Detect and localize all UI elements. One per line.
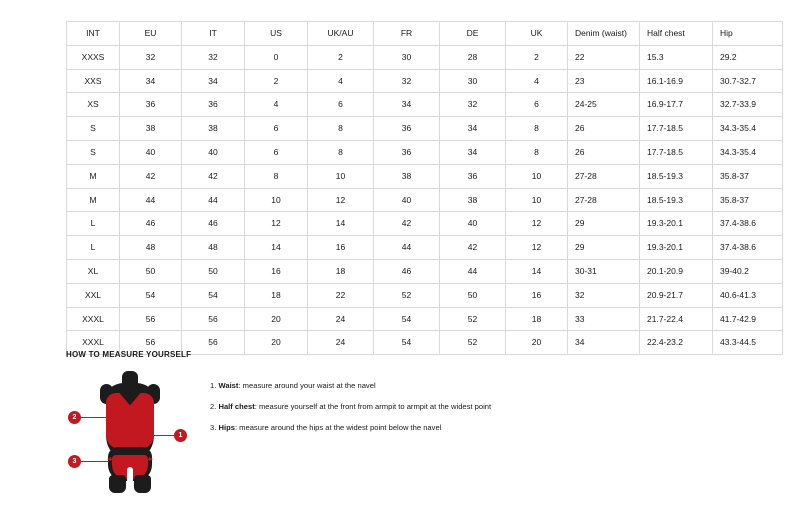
cell-denim-waist: 33 xyxy=(568,307,640,331)
cell-hip: 37.4-38.6 xyxy=(713,236,783,260)
cell-int: S xyxy=(67,140,120,164)
cell-fr: 30 xyxy=(374,45,440,69)
cell-int: M xyxy=(67,164,120,188)
cell-fr: 44 xyxy=(374,236,440,260)
measure-step-half-chest xyxy=(210,402,491,411)
step-3-term: Hips xyxy=(218,423,235,433)
table-row xyxy=(67,212,783,236)
how-to-measure-title: HOW TO MEASURE YOURSELF xyxy=(66,350,192,359)
cell-eu: 46 xyxy=(120,212,182,236)
cell-uk: 16 xyxy=(506,283,568,307)
cell-it: 42 xyxy=(182,164,245,188)
column-header-uk: UK xyxy=(506,22,568,46)
cell-denim-waist: 23 xyxy=(568,69,640,93)
cell-int: XXS xyxy=(67,69,120,93)
cell-hip: 29.2 xyxy=(713,45,783,69)
cell-us: 18 xyxy=(245,283,308,307)
how-to-measure-body xyxy=(66,369,766,494)
column-header-half-chest: Half chest xyxy=(640,22,713,46)
table-header-row xyxy=(67,22,783,46)
cell-it: 46 xyxy=(182,212,245,236)
cell-us: 16 xyxy=(245,259,308,283)
waist-arrow-right-icon xyxy=(148,436,152,440)
column-header-denim-waist: Denim (waist) xyxy=(568,22,640,46)
cell-int: XXXS xyxy=(67,45,120,69)
step-2-text: : measure yourself at the front from armpit to armpit at the widest point xyxy=(254,402,492,412)
cell-us: 10 xyxy=(245,188,308,212)
cell-fr: 54 xyxy=(374,331,440,355)
badge-2: 2 xyxy=(68,411,81,424)
column-header-eu: EU xyxy=(120,22,182,46)
how-to-measure-section xyxy=(66,350,766,494)
cell-uk-au: 24 xyxy=(308,307,374,331)
cell-hip: 41.7-42.9 xyxy=(713,307,783,331)
column-header-fr: FR xyxy=(374,22,440,46)
cell-uk-au: 4 xyxy=(308,69,374,93)
cell-hip: 32.7-33.9 xyxy=(713,93,783,117)
cell-uk-au: 12 xyxy=(308,188,374,212)
step-2-number: 2. xyxy=(210,402,217,412)
cell-uk-au: 24 xyxy=(308,331,374,355)
badge-1-connector xyxy=(134,435,174,436)
cell-half-chest: 15.3 xyxy=(640,45,713,69)
cell-half-chest: 17.7-18.5 xyxy=(640,140,713,164)
column-header-us: US xyxy=(245,22,308,46)
cell-us: 6 xyxy=(245,140,308,164)
cell-eu: 36 xyxy=(120,93,182,117)
cell-int: XS xyxy=(67,93,120,117)
cell-hip: 35.8-37 xyxy=(713,188,783,212)
cell-fr: 32 xyxy=(374,69,440,93)
cell-uk: 14 xyxy=(506,259,568,283)
cell-hip: 43.3-44.5 xyxy=(713,331,783,355)
cell-it: 32 xyxy=(182,45,245,69)
cell-denim-waist: 29 xyxy=(568,236,640,260)
cell-fr: 54 xyxy=(374,307,440,331)
table-row xyxy=(67,259,783,283)
badge-3: 3 xyxy=(68,455,81,468)
cell-us: 20 xyxy=(245,331,308,355)
cell-fr: 52 xyxy=(374,283,440,307)
cell-de: 34 xyxy=(440,140,506,164)
cell-uk-au: 18 xyxy=(308,259,374,283)
waist-measure-line xyxy=(110,438,150,439)
cell-denim-waist: 29 xyxy=(568,212,640,236)
cell-eu: 32 xyxy=(120,45,182,69)
cell-uk: 10 xyxy=(506,188,568,212)
cell-fr: 34 xyxy=(374,93,440,117)
cell-denim-waist: 32 xyxy=(568,283,640,307)
hips-arrow-left-icon xyxy=(107,457,111,461)
cell-us: 8 xyxy=(245,164,308,188)
column-header-it: IT xyxy=(182,22,245,46)
cell-uk: 12 xyxy=(506,236,568,260)
size-chart-container xyxy=(66,21,756,355)
table-row xyxy=(67,307,783,331)
cell-it: 48 xyxy=(182,236,245,260)
step-3-text: : measure around the hips at the widest point below the navel xyxy=(234,423,442,433)
half-chest-arrow-right-icon xyxy=(150,415,154,419)
cell-eu: 54 xyxy=(120,283,182,307)
cell-fr: 36 xyxy=(374,140,440,164)
cell-de: 38 xyxy=(440,188,506,212)
cell-uk: 2 xyxy=(506,45,568,69)
cell-eu: 38 xyxy=(120,117,182,141)
cell-denim-waist: 26 xyxy=(568,117,640,141)
cell-denim-waist: 26 xyxy=(568,140,640,164)
cell-it: 38 xyxy=(182,117,245,141)
cell-denim-waist: 22 xyxy=(568,45,640,69)
cell-de: 50 xyxy=(440,283,506,307)
cell-eu: 50 xyxy=(120,259,182,283)
cell-half-chest: 18.5-19.3 xyxy=(640,164,713,188)
cell-half-chest: 17.7-18.5 xyxy=(640,117,713,141)
cell-int: XXL xyxy=(67,283,120,307)
cell-it: 54 xyxy=(182,283,245,307)
cell-half-chest: 19.3-20.1 xyxy=(640,212,713,236)
cell-hip: 34.3-35.4 xyxy=(713,117,783,141)
measure-step-hips xyxy=(210,423,491,432)
column-header-hip: Hip xyxy=(713,22,783,46)
cell-uk-au: 6 xyxy=(308,93,374,117)
cell-eu: 56 xyxy=(120,307,182,331)
cell-us: 6 xyxy=(245,117,308,141)
cell-half-chest: 19.3-20.1 xyxy=(640,236,713,260)
table-row xyxy=(67,164,783,188)
cell-us: 4 xyxy=(245,93,308,117)
cell-int: L xyxy=(67,212,120,236)
cell-us: 2 xyxy=(245,69,308,93)
table-row xyxy=(67,236,783,260)
cell-it: 34 xyxy=(182,69,245,93)
size-chart-table xyxy=(66,21,783,355)
cell-us: 14 xyxy=(245,236,308,260)
cell-de: 30 xyxy=(440,69,506,93)
mannequin-leg-gap xyxy=(127,467,133,483)
cell-denim-waist: 30-31 xyxy=(568,259,640,283)
cell-de: 34 xyxy=(440,117,506,141)
cell-fr: 36 xyxy=(374,117,440,141)
cell-eu: 40 xyxy=(120,140,182,164)
cell-uk: 4 xyxy=(506,69,568,93)
mannequin-thigh-right xyxy=(134,475,151,493)
cell-uk: 8 xyxy=(506,117,568,141)
table-row xyxy=(67,188,783,212)
cell-hip: 35.8-37 xyxy=(713,164,783,188)
mannequin-illustration xyxy=(66,369,196,494)
step-3-number: 3. xyxy=(210,423,217,433)
table-row xyxy=(67,93,783,117)
mannequin-thigh-left xyxy=(109,475,126,493)
cell-de: 52 xyxy=(440,307,506,331)
cell-hip: 34.3-35.4 xyxy=(713,140,783,164)
cell-half-chest: 21.7-22.4 xyxy=(640,307,713,331)
column-header-uk-au: UK/AU xyxy=(308,22,374,46)
column-header-de: DE xyxy=(440,22,506,46)
cell-uk-au: 8 xyxy=(308,117,374,141)
table-row xyxy=(67,283,783,307)
cell-int: L xyxy=(67,236,120,260)
cell-uk: 8 xyxy=(506,140,568,164)
cell-de: 44 xyxy=(440,259,506,283)
column-header-int: INT xyxy=(67,22,120,46)
cell-it: 44 xyxy=(182,188,245,212)
cell-uk-au: 16 xyxy=(308,236,374,260)
cell-uk: 10 xyxy=(506,164,568,188)
cell-uk-au: 2 xyxy=(308,45,374,69)
cell-us: 20 xyxy=(245,307,308,331)
table-row xyxy=(67,140,783,164)
cell-half-chest: 20.9-21.7 xyxy=(640,283,713,307)
step-1-number: 1. xyxy=(210,381,217,390)
cell-uk-au: 10 xyxy=(308,164,374,188)
cell-eu: 56 xyxy=(120,331,182,355)
cell-half-chest: 22.4-23.2 xyxy=(640,331,713,355)
cell-denim-waist: 34 xyxy=(568,331,640,355)
cell-uk-au: 14 xyxy=(308,212,374,236)
step-2-term: Half chest xyxy=(218,402,255,412)
cell-it: 50 xyxy=(182,259,245,283)
cell-fr: 42 xyxy=(374,212,440,236)
step-1-text: : measure around your waist at the navel xyxy=(238,381,376,390)
cell-uk: 6 xyxy=(506,93,568,117)
cell-de: 42 xyxy=(440,236,506,260)
measure-steps-list xyxy=(210,369,491,444)
cell-hip: 39-40.2 xyxy=(713,259,783,283)
cell-uk: 18 xyxy=(506,307,568,331)
cell-eu: 44 xyxy=(120,188,182,212)
half-chest-measure-line xyxy=(108,417,152,418)
cell-half-chest: 16.9-17.7 xyxy=(640,93,713,117)
cell-uk: 20 xyxy=(506,331,568,355)
cell-eu: 42 xyxy=(120,164,182,188)
cell-int: S xyxy=(67,117,120,141)
waist-arrow-left-icon xyxy=(108,436,112,440)
table-row xyxy=(67,69,783,93)
cell-it: 36 xyxy=(182,93,245,117)
badge-3-connector xyxy=(81,461,109,462)
cell-de: 36 xyxy=(440,164,506,188)
cell-us: 12 xyxy=(245,212,308,236)
cell-int: M xyxy=(67,188,120,212)
table-row xyxy=(67,117,783,141)
cell-denim-waist: 24-25 xyxy=(568,93,640,117)
cell-fr: 38 xyxy=(374,164,440,188)
hips-arrow-right-icon xyxy=(149,457,153,461)
cell-it: 40 xyxy=(182,140,245,164)
step-1-term: Waist xyxy=(218,381,239,390)
cell-half-chest: 16.1-16.9 xyxy=(640,69,713,93)
cell-uk: 12 xyxy=(506,212,568,236)
cell-it: 56 xyxy=(182,331,245,355)
cell-fr: 40 xyxy=(374,188,440,212)
cell-de: 28 xyxy=(440,45,506,69)
badge-2-connector xyxy=(81,417,109,418)
cell-hip: 40.6-41.3 xyxy=(713,283,783,307)
cell-half-chest: 18.5-19.3 xyxy=(640,188,713,212)
cell-hip: 30.7-32.7 xyxy=(713,69,783,93)
cell-int: XXXL xyxy=(67,307,120,331)
badge-1: 1 xyxy=(174,429,187,442)
cell-hip: 37.4-38.6 xyxy=(713,212,783,236)
cell-de: 52 xyxy=(440,331,506,355)
table-body xyxy=(67,45,783,354)
cell-int: XXXL xyxy=(67,331,120,355)
cell-half-chest: 20.1-20.9 xyxy=(640,259,713,283)
hips-measure-line xyxy=(109,459,151,460)
cell-us: 0 xyxy=(245,45,308,69)
cell-de: 32 xyxy=(440,93,506,117)
mannequin-figure-icon xyxy=(92,371,168,493)
cell-eu: 48 xyxy=(120,236,182,260)
cell-denim-waist: 27-28 xyxy=(568,188,640,212)
cell-int: XL xyxy=(67,259,120,283)
cell-de: 40 xyxy=(440,212,506,236)
cell-fr: 46 xyxy=(374,259,440,283)
cell-eu: 34 xyxy=(120,69,182,93)
measure-step-waist xyxy=(210,381,491,390)
cell-uk-au: 22 xyxy=(308,283,374,307)
cell-denim-waist: 27-28 xyxy=(568,164,640,188)
cell-it: 56 xyxy=(182,307,245,331)
cell-uk-au: 8 xyxy=(308,140,374,164)
table-row xyxy=(67,45,783,69)
